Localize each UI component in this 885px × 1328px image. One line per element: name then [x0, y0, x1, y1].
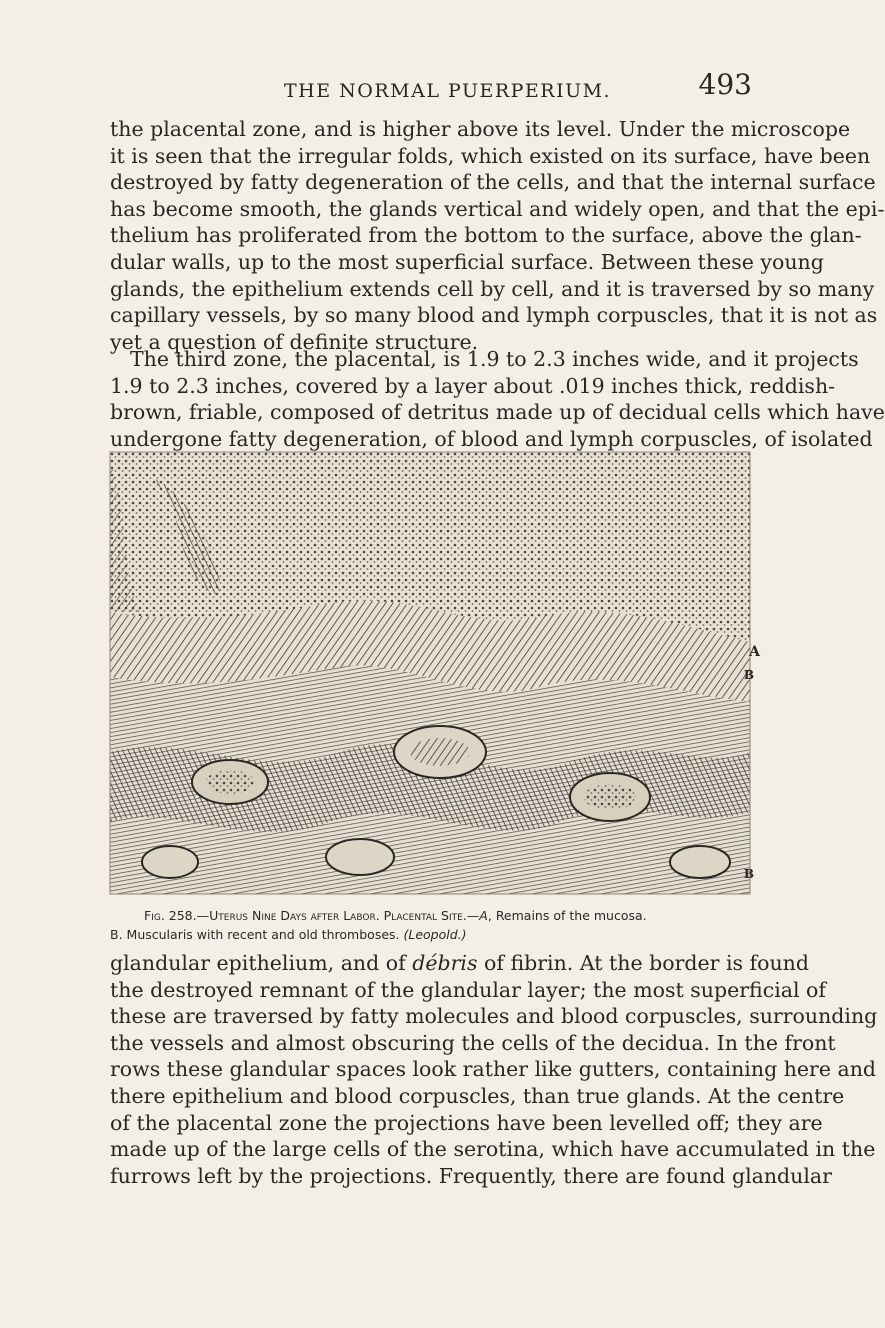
- figure-label-b-lower: B: [743, 867, 754, 881]
- italic-term: débris: [412, 951, 478, 975]
- caption-part-a-letter: A: [479, 908, 488, 923]
- text-line: rows these glandular spaces look rather like gutters, containing here and: [110, 1057, 877, 1082]
- histology-figure: [110, 452, 762, 894]
- text-fragment: of fibrin. At the border is found: [477, 951, 810, 975]
- text-line: glands, the epithelium extends cell by cell, and it is traversed by so many: [110, 276, 875, 301]
- text-line: has become smooth, the glands vertical and widely open, and that the epi-: [110, 196, 885, 221]
- running-head: THE NORMAL PUERPERIUM.: [284, 80, 612, 102]
- paragraph-1: [110, 116, 885, 355]
- figure-label-b: B: [743, 668, 754, 682]
- text-line: destroyed by fatty degeneration of the cells, and that the internal surface: [110, 170, 876, 195]
- text-line: brown, friable, composed of detritus made up of decidual cells which have: [110, 400, 885, 425]
- text-line: of the placental zone the projections have been levelled off; they are: [110, 1110, 823, 1135]
- text-line: yet a question of definite structure.: [110, 329, 479, 354]
- caption-part-b-text: Muscularis with recent and old thromboses.: [126, 927, 400, 942]
- text-line: furrows left by the projections. Frequently, there are found glandular: [110, 1163, 832, 1188]
- text-fragment: glandular epithelium, and of: [110, 951, 413, 975]
- caption-part-b-letter: B.: [110, 927, 123, 942]
- text-line: dular walls, up to the most superficial surface. Between these young: [110, 249, 824, 274]
- text-line: undergone fatty degeneration, of blood and lymph corpuscles, of isolated: [110, 426, 873, 451]
- caption-fig-number: Fig. 258.: [144, 908, 197, 923]
- figure-label-a: A: [749, 644, 760, 660]
- text-line: the placental zone, and is higher above its level. Under the microscope: [110, 117, 851, 141]
- text-line: 1.9 to 2.3 inches, covered by a layer about .019 inches thick, reddish-: [110, 373, 836, 398]
- page-number: 493: [698, 68, 752, 101]
- text-line: the vessels and almost obscuring the cells of the decidua. In the front: [110, 1030, 836, 1055]
- figure-caption: Fig. 258.—Uterus Nine Days after Labor. Placental Site.—A, Remains of the mucosa. B. Muscularis with recent and old thromboses. (Leopold.): [110, 908, 647, 942]
- uterus-section-illustration: [110, 452, 750, 894]
- text-line: it is seen that the irregular folds, which existed on its surface, have been: [110, 143, 871, 168]
- text-line: these are traversed by fatty molecules and blood corpuscles, surrounding: [110, 1004, 878, 1029]
- text-line: the destroyed remnant of the glandular layer; the most superficial of: [110, 977, 826, 1002]
- caption-title: Uterus Nine Days after Labor. Placental Site.: [209, 908, 467, 923]
- text-line: [110, 950, 810, 977]
- text-line: capillary vessels, by so many blood and lymph corpuscles, that it is not as: [110, 303, 878, 328]
- paragraph-3: [110, 950, 878, 1189]
- text-line: made up of the large cells of the serotina, which have accumulated in the: [110, 1137, 876, 1162]
- text-line: there epithelium and blood corpuscles, than true glands. At the centre: [110, 1083, 845, 1108]
- caption-part-a-text: Remains of the mucosa.: [495, 908, 647, 923]
- text-line: thelium has proliferated from the bottom to the surface, above the glan-: [110, 223, 862, 248]
- caption-source: (Leopold.): [403, 927, 467, 942]
- page-header: [112, 68, 752, 114]
- text-line: The third zone, the placental, is 1.9 to 2.3 inches wide, and it projects: [130, 347, 859, 371]
- paragraph-2: [110, 346, 885, 452]
